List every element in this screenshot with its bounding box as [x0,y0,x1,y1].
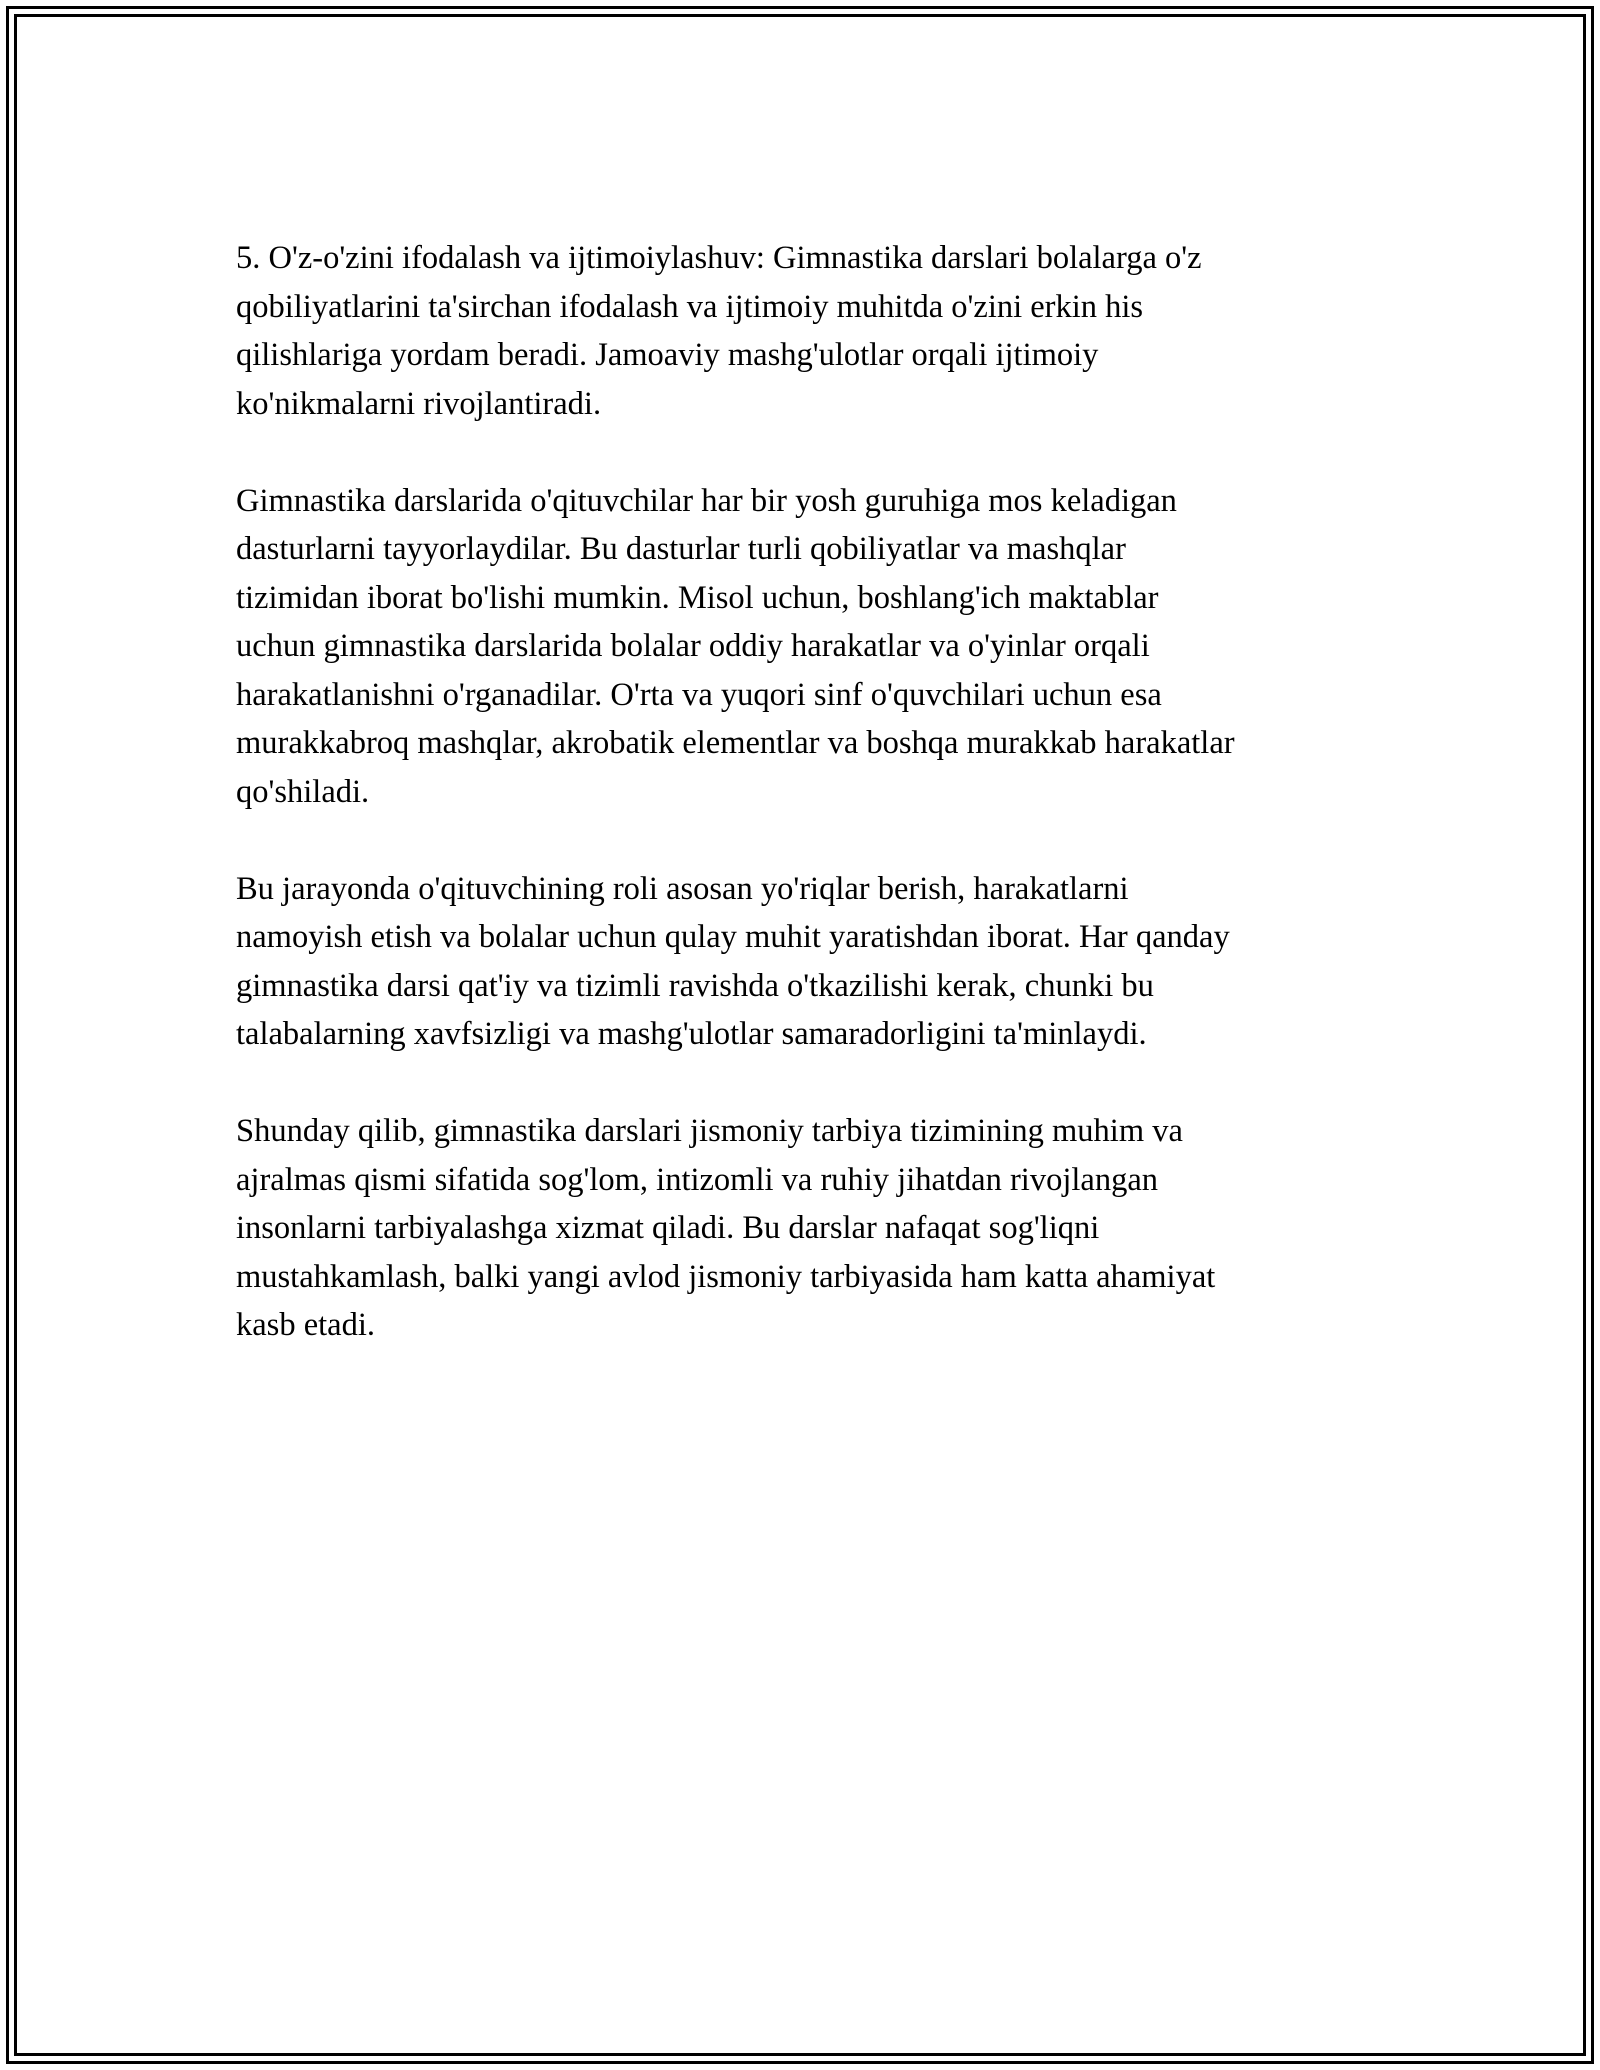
paragraph-teacher-role: Bu jarayonda o'qituvchining roli asosan yo'riqlar berish, harakatlarni namoyish etish va bolalar uchun qulay muhit yaratishdan iborat. Har qanday gimnastika darsi qat'iy va tizimli ravishda o'tkazilishi kerak, chunki bu talabalarning xavfsizligi va mashg'ulotlar samaradorligini ta'minlaydi. [236,870,1230,1052]
document-body [236,234,1376,1398]
paragraph-self-expression: 5. O'z-o'zini ifodalash va ijtimoiylashuv: Gimnastika darslari bolalarga o'z qobiliyatlarini ta'sirchan ifodalash va ijtimoiy muhitda o'zini erkin his qilishlariga yordam beradi. Jamoaviy mashg'ulotlar orqali ijtimoiy ko'nikmalarni rivojlantiradi. [236,240,1202,422]
paragraph-teaching-programs: Gimnastika darslarida o'qituvchilar har bir yosh guruhiga mos keladigan dasturlarni tayyorlaydilar. Bu dasturlar turli qobiliyatlar va mashqlar tizimidan iborat bo'lishi mumkin. Misol uchun, boshlang'ich maktablar uchun gimnastika darslarida bolalar oddiy harakatlar va o'yinlar orqali harakatlanishni o'rganadilar. O'rta va yuqori sinf o'quvchilari uchun esa murakkabroq mashqlar, akrobatik elementlar va boshqa murakkab harakatlar qo'shiladi. [236,482,1235,810]
paragraph-conclusion: Shunday qilib, gimnastika darslari jismoniy tarbiya tizimining muhim va ajralmas qismi sifatida sog'lom, intizomli va ruhiy jihatdan rivojlangan insonlarni tarbiyalashga xizmat qiladi. Bu darslar nafaqat sog'liqni mustahkamlash, balki yangi avlod jismoniy tarbiyasida ham katta ahamiyat kasb etadi. [236,1113,1216,1343]
